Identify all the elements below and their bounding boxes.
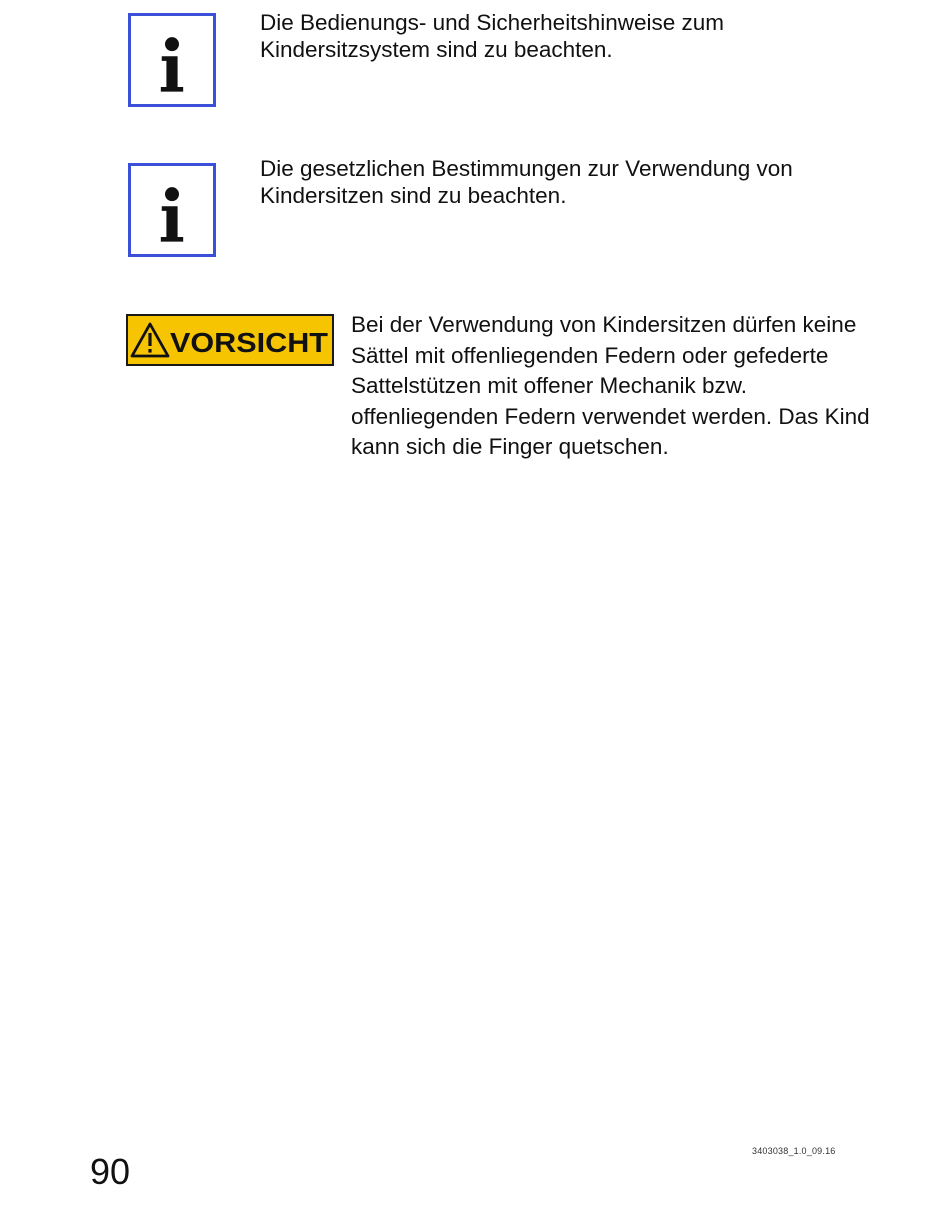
caution-badge [126,314,334,366]
info-icon-box [128,163,216,257]
note-text-2: Die gesetzlichen Bestimmungen zur Verwendung von Kindersitzen sind zu beachten. [260,156,793,208]
note-text-1: Die Bedienungs- und Sicherheitshinweise zum Kindersitzsystem sind zu beachten. [260,10,725,62]
info-icon [131,16,213,104]
document-code: 3403038_1.0_09.16 [752,1146,836,1156]
page-number: 90 [90,1151,131,1192]
caution-label: VORSICHT [170,327,328,358]
caution-text: Bei der Verwendung von Kindersitzen dürfen keine Sättel mit offenliegenden Federn oder gefederte Sattelstützen mit offener Mechanik bzw. offenliegenden Federn verwendet werden. Das Kind kann sich die Finger quetschen. [351,312,870,459]
warning-triangle-icon [132,324,168,356]
info-icon [131,166,213,254]
info-icon-box [128,13,216,107]
caution-badge-graphic [128,316,332,364]
